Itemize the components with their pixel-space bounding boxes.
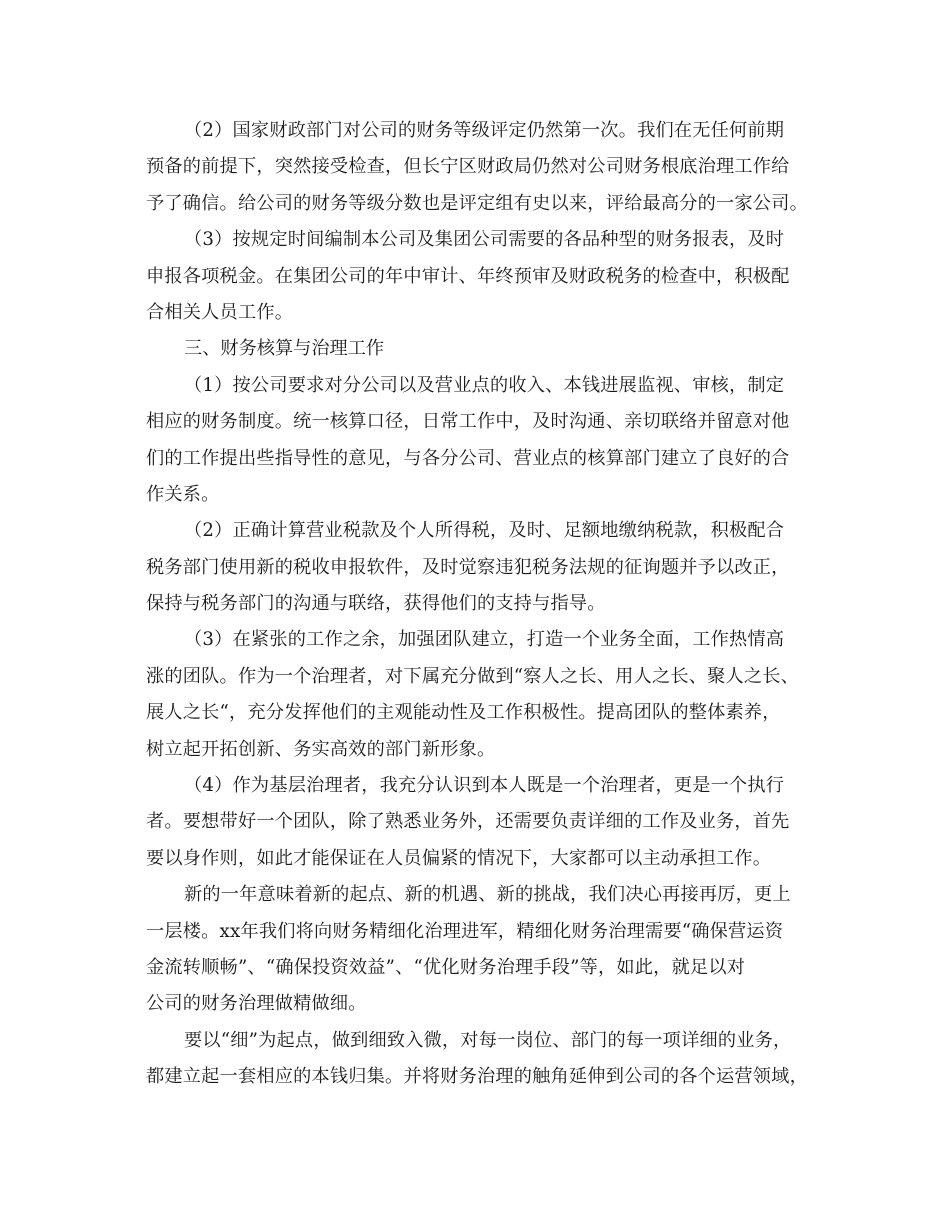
paragraph-rating [146,113,816,222]
text-line: 一层楼。xx年我们将向财务精细化治理进军，精细化财务治理需要“确保营运资 [146,920,784,942]
text-line: （2）正确计算营业税款及个人所得税，及时、足额地缴纳税款，积极配合 [184,520,785,542]
text-line: 申报各项税金。在集团公司的年中审计、年终预审及财政税务的检查中，积极配 [146,265,790,287]
text-line: （2）国家财政部门对公司的财务等级评定仍然第一次。我们在无任何前期 [184,120,785,141]
document-body [146,113,816,1096]
text-line: 要以“细”为起点，做到细致入微，对每一岗位、部门的每一项详细的业务， [184,1029,792,1051]
paragraph-manager [146,768,816,877]
section-heading: 三、财务核算与治理工作 [184,338,385,360]
text-line: 都建立起一套相应的本钱归集。并将财务治理的触角延伸到公司的各个运营领域， [146,1066,808,1088]
text-line: 相应的财务制度。统一核算口径，日常工作中，及时沟通、亲切联络并留意对他 [146,411,790,433]
paragraph-team [146,622,816,768]
text-line: 展人之长“，充分发挥他们的主观能动性及工作积极性。提高团队的整体素养， [146,702,781,724]
text-line: 公司的财务治理做精做细。 [146,993,367,1015]
text-line: 树立起开拓创新、务实高效的部门新形象。 [146,738,496,760]
text-line: 予了确信。给公司的财务等级分数也是评定组有史以来，评给最高分的一家公司。 [146,192,808,214]
text-line: 作关系。 [146,483,220,505]
paragraph-detail [146,1023,816,1096]
text-line: 金流转顺畅”、“确保投资效益”、“优化财务治理手段”等，如此，就足以对 [146,957,746,978]
text-line: （3）按规定时间编制本公司及集团公司需要的各品种型的财务报表，及时 [184,229,785,251]
text-line: 税务部门使用新的税收申报软件，及时觉察违犯税务法规的征询题并予以改正， [146,556,790,578]
text-line: 合相关人员工作。 [146,301,294,323]
text-line: （3）在紧张的工作之余，加强团队建立，打造一个业务全面，工作热情高 [184,629,785,651]
text-line: 们的工作提出些指导性的意见，与各分公司、营业点的核算部门建立了良好的合 [146,447,790,469]
paragraph-new-year [146,877,816,1023]
text-line: （1）按公司要求对分公司以及营业点的收入、本钱进展监视、审核，制定 [184,374,785,396]
text-line: 预备的前提下，突然接受检查，但长宁区财政局仍然对公司财务根底治理工作给 [146,156,790,178]
text-line: 要以身作则，如此才能保证在人员偏紧的情况下，大家都可以主动承担工作。 [146,847,772,869]
text-line: （4）作为基层治理者，我充分认识到本人既是一个治理者，更是一个执行 [184,775,785,797]
paragraph-tax [146,513,816,622]
text-line: 新的一年意味着新的起点、新的机遇、新的挑战，我们决心再接再厉，更上 [184,884,791,906]
text-line: 涨的团队。作为一个治理者，对下属充分做到“察人之长、用人之长、聚人之长、 [146,665,800,687]
text-line: 者。要想带好一个团队，除了熟悉业务外，还需要负责详细的工作及业务，首先 [146,811,790,833]
paragraph-accounting [146,368,816,514]
paragraph-reports [146,222,816,331]
text-line: 保持与税务部门的沟通与联络，获得他们的支持与指导。 [146,593,606,615]
